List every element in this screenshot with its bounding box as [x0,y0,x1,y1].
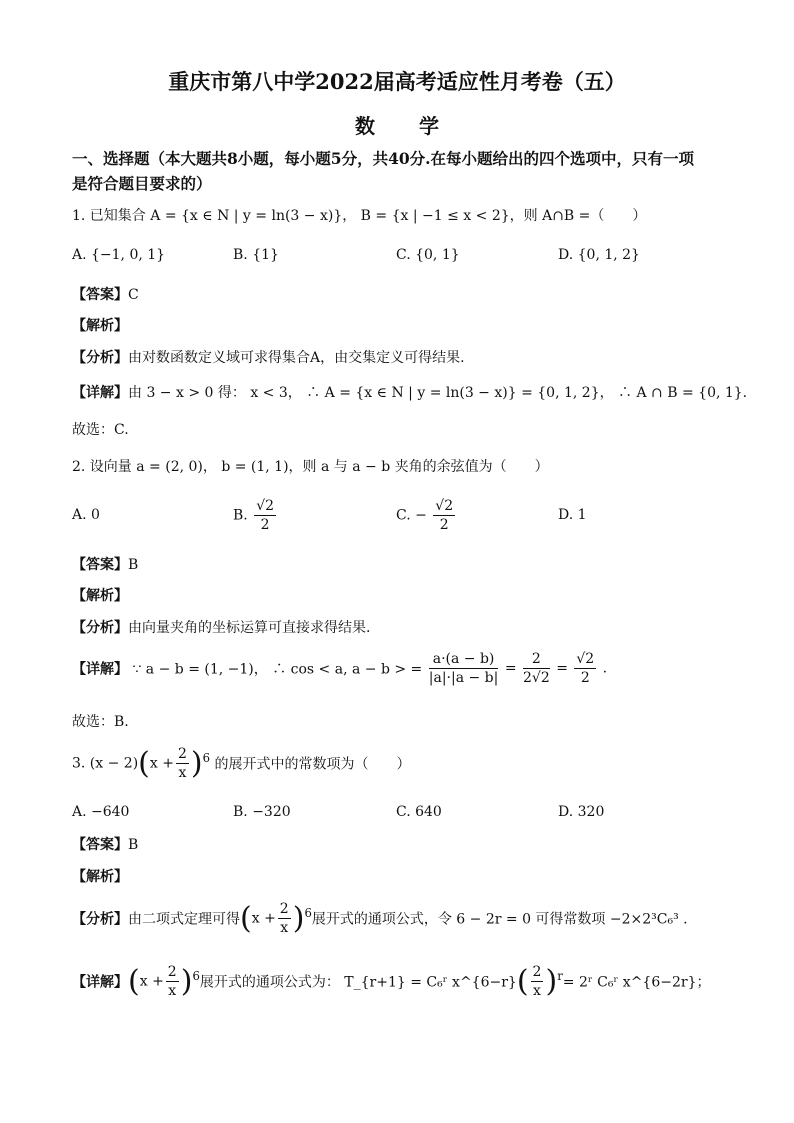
q2-answer-value: B [128,557,139,573]
q1-choose: 故选：C. [72,422,129,438]
q2-detail: 【详解】 ∵ a − b = (1, −1)， ∴ cos < a, a − b > = $\frac{a\cdot(a - b)}{|a|\cdot|a - b|}$ = $\frac{2}{2√2}$ = $\frac{√2}{2}$ . [72,651,608,686]
section-heading-line2: 是符合题目要求的） [72,174,212,193]
q1-fenxi: 【分析】由对数函数定义域可求得集合A，由交集定义可得结果. [72,350,465,366]
q2-stem: 2. 设向量 a = (2, 0)， b = (1, 1)，则 a 与 a − b 夹角的余弦值为（ ） [72,459,549,475]
subject-char-1: 数 [355,114,375,138]
q2-option-d: D. 1 [558,507,587,523]
q2-optb-num: √2 [256,498,275,514]
q1-answer-value: C [128,287,139,303]
q2-fenxi-text: 由向量夹角的坐标运算可直接求得结果. [128,620,371,636]
section-heading-line1: 一、选择题（本大题共8小题，每小题5分，共40分.在每小题给出的四个选项中，只有一项 [72,149,695,168]
q1-detail: 【详解】由 3 − x > 0 得： x < 3， ∴ A = {x ∈ N | y = ln(3 − x)} = {0, 1, 2}， ∴ A ∩ B = {0, 1}. [72,385,748,401]
q1-fenxi-text: 由对数函数定义域可求得集合A，由交集定义可得结果. [128,350,465,366]
q2-answer: 【答案】B [72,557,139,573]
q1-option-b: B. {1} [233,247,279,263]
q2-optc-den: 2 [439,517,449,533]
q3-answer-value: B [128,837,139,853]
q2-optb-den: 2 [260,517,270,533]
subject-heading [0,110,794,139]
q1-answer [72,284,139,304]
q3-answer: 【答案】B [72,837,139,853]
q2-analysis-label: 【解析】 [72,588,128,604]
page-title: 重庆市第八中学2022届高考适应性月考卷（五） [168,69,626,94]
q3-option-b: B. −320 [233,804,291,820]
q3-option-c: C. 640 [396,804,442,820]
q2-option-a: A. 0 [72,507,100,523]
subject-char-2: 学 [419,114,439,138]
q1-stem: 1. 已知集合 A = {x ∈ N | y = ln(3 − x)}， B = {x | −1 ≤ x < 2}，则 A∩B =（ ） [72,208,647,224]
q2-option-c: C. − $\frac{√2}{2}$ [396,498,454,533]
q2-fenxi: 【分析】由向量夹角的坐标运算可直接求得结果. [72,620,371,636]
q3-detail: 【详解】(x + $\frac{2}{x}$ )$^6$展开式的通项公式为： T_{r+1} = C₆ʳ x^{6−r}( $\frac{2}{x}$ )$^r$= 2ʳ C₆ʳ x^{6−2r}； [72,964,711,999]
q2-detail-pre: ∵ a − b = (1, −1)， ∴ cos < a, a − b > = [132,661,423,678]
q3-option-a: A. −640 [72,804,130,820]
answer-label: 【答案】 [72,287,128,303]
q1-option-a: A. {−1, 0, 1} [72,247,166,263]
q3-analysis-label: 【解析】 [72,869,128,885]
q1-option-d: D. {0, 1, 2} [558,247,640,263]
q3-fenxi: 【分析】由二项式定理可得(x + $\frac{2}{x}$ )$^6$展开式的通项公式，令 6 − 2r = 0 可得常数项 −2×2³C₆³ . [72,901,688,936]
q1-option-c: C. {0, 1} [396,247,460,263]
q3-option-d: D. 320 [558,804,605,820]
q1-detail-text: 由 3 − x > 0 得： x < 3， ∴ A = {x ∈ N | y = ln(3 − x)} = {0, 1, 2}， ∴ A ∩ B = {0, 1}. [128,385,748,401]
q2-option-b: B. $\frac{√2}{2}$ [233,498,275,533]
q2-choose: 故选：B. [72,714,129,730]
q2-optc-num: √2 [435,498,454,514]
q3-stem: 3. (x − 2)(x + $\frac{2}{x}$ )$^6$ 的展开式中的常数项为（ ） [72,746,411,781]
q1-analysis-label: 【解析】 [72,318,128,334]
